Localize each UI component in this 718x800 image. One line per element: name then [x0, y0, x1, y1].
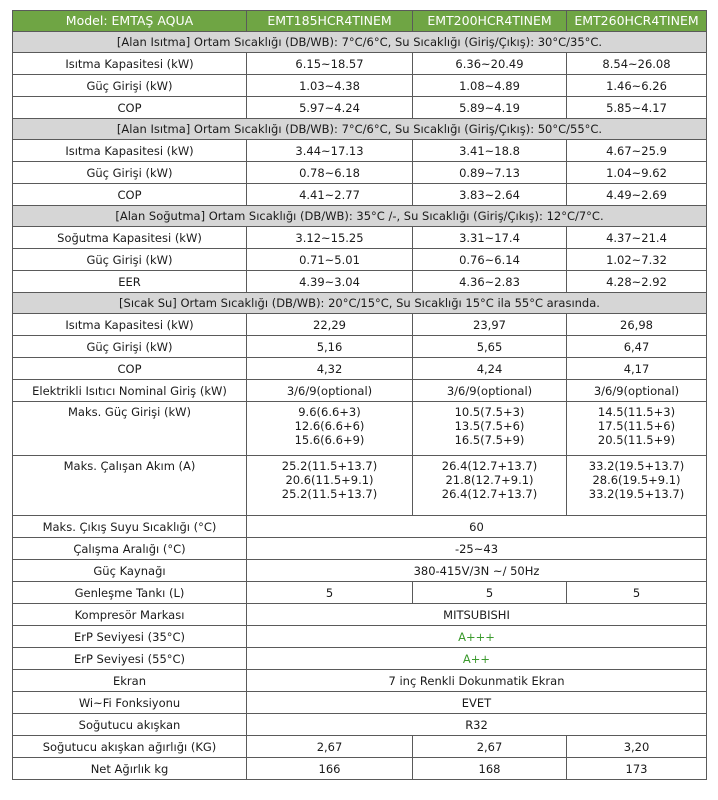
row-label: Güç Girişi (kW)	[13, 249, 247, 271]
section-row	[13, 293, 707, 314]
row-label: Net Ağırlık kg	[13, 758, 247, 780]
header-row	[13, 11, 707, 32]
cell: 380-415V/3N ~/ 50Hz	[247, 560, 707, 582]
table-row	[13, 648, 707, 670]
cell: 0.78~6.18	[247, 162, 413, 184]
row-label: Güç Girişi (kW)	[13, 75, 247, 97]
cell	[247, 456, 413, 516]
row-label: Soğutucu akışkan ağırlığı (KG)	[13, 736, 247, 758]
cell: 4.28~2.92	[567, 271, 707, 293]
row-label: Maks. Çıkış Suyu Sıcaklığı (°C)	[13, 516, 247, 538]
cell: -25~43	[247, 538, 707, 560]
cell: 3.31~17.4	[413, 227, 567, 249]
row-label: Kompresör Markası	[13, 604, 247, 626]
table-row	[13, 714, 707, 736]
cell: 4.39~3.04	[247, 271, 413, 293]
section-title: [Alan Isıtma] Ortam Sıcaklığı (DB/WB): 7°C/6°C, Su Sıcaklığı (Giriş/Çıkış): 30°C/35°C.	[13, 32, 707, 53]
cell: 5.85~4.17	[567, 97, 707, 119]
cell: 6.36~20.49	[413, 53, 567, 75]
table-row	[13, 456, 707, 516]
cell-line: 28.6(19.5+9.1)	[592, 473, 681, 487]
cell-line: 21.8(12.7+9.1)	[445, 473, 534, 487]
section-title: [Alan Soğutma] Ortam Sıcaklığı (DB/WB): 35°C /-, Su Sıcaklığı (Giriş/Çıkış): 12°C/7°C.	[13, 206, 707, 227]
cell-line: 16.5(7.5+9)	[454, 433, 525, 447]
cell: 8.54~26.08	[567, 53, 707, 75]
cell: 3.44~17.13	[247, 140, 413, 162]
cell: R32	[247, 714, 707, 736]
table-row	[13, 140, 707, 162]
table-row	[13, 227, 707, 249]
table-row	[13, 162, 707, 184]
cell-line: 13.5(7.5+6)	[454, 419, 525, 433]
row-label: Maks. Güç Girişi (kW)	[13, 402, 247, 456]
cell: 1.08~4.89	[413, 75, 567, 97]
row-label: Maks. Çalışan Akım (A)	[13, 456, 247, 516]
cell: 5,16	[247, 336, 413, 358]
cell-line: 12.6(6.6+6)	[294, 419, 365, 433]
model-1: EMT185HCR4TINEM	[247, 11, 413, 32]
cell: 4.37~21.4	[567, 227, 707, 249]
cell: 5,65	[413, 336, 567, 358]
cell: 0.76~6.14	[413, 249, 567, 271]
cell-line: 33.2(19.5+13.7)	[588, 459, 685, 473]
row-label: Isıtma Kapasitesi (kW)	[13, 314, 247, 336]
cell: 5	[247, 582, 413, 604]
cell: 173	[567, 758, 707, 780]
cell-line: 26.4(12.7+13.7)	[441, 459, 538, 473]
cell-line: 20.5(11.5+9)	[597, 433, 676, 447]
section-title: [Sıcak Su] Ortam Sıcaklığı (DB/WB): 20°C/15°C, Su Sıcaklığı 15°C ila 55°C arasında.	[13, 293, 707, 314]
table-row	[13, 758, 707, 780]
model-label: Model: EMTAŞ AQUA	[13, 11, 247, 32]
cell: 26,98	[567, 314, 707, 336]
cell: 3/6/9(optional)	[567, 380, 707, 402]
cell: 6.15~18.57	[247, 53, 413, 75]
model-3: EMT260HCR4TINEM	[567, 11, 707, 32]
table-row	[13, 271, 707, 293]
cell: 1.02~7.32	[567, 249, 707, 271]
cell: 23,97	[413, 314, 567, 336]
table-row	[13, 560, 707, 582]
cell-line: 15.6(6.6+9)	[294, 433, 365, 447]
row-label: Isıtma Kapasitesi (kW)	[13, 53, 247, 75]
cell-line: 14.5(11.5+3)	[597, 405, 676, 419]
cell: 1.04~9.62	[567, 162, 707, 184]
cell: EVET	[247, 692, 707, 714]
cell: 0.71~5.01	[247, 249, 413, 271]
section-row	[13, 32, 707, 53]
cell: 168	[413, 758, 567, 780]
cell	[413, 402, 567, 456]
cell: MITSUBISHI	[247, 604, 707, 626]
cell: 3.12~15.25	[247, 227, 413, 249]
row-label: COP	[13, 184, 247, 206]
row-label: Elektrikli Isıtıcı Nominal Giriş (kW)	[13, 380, 247, 402]
table-row	[13, 358, 707, 380]
cell: 5.89~4.19	[413, 97, 567, 119]
table-row	[13, 314, 707, 336]
row-label: ErP Seviyesi (35°C)	[13, 626, 247, 648]
table-row	[13, 402, 707, 456]
cell-line: 20.6(11.5+9.1)	[285, 473, 374, 487]
table-row	[13, 582, 707, 604]
section-title: [Alan Isıtma] Ortam Sıcaklığı (DB/WB): 7°C/6°C, Su Sıcaklığı (Giriş/Çıkış): 50°C/55°C.	[13, 119, 707, 140]
cell: 4.36~2.83	[413, 271, 567, 293]
cell-line: 33.2(19.5+13.7)	[588, 487, 685, 501]
erp-rating: A+++	[247, 626, 707, 648]
cell: 6,47	[567, 336, 707, 358]
row-label: Wi~Fi Fonksiyonu	[13, 692, 247, 714]
table-row	[13, 626, 707, 648]
cell-line: 26.4(12.7+13.7)	[441, 487, 538, 501]
cell	[567, 456, 707, 516]
cell: 5	[567, 582, 707, 604]
table-row	[13, 249, 707, 271]
row-label: Güç Girişi (kW)	[13, 162, 247, 184]
table-row	[13, 604, 707, 626]
cell: 0.89~7.13	[413, 162, 567, 184]
table-row	[13, 516, 707, 538]
cell	[413, 456, 567, 516]
cell: 3.83~2.64	[413, 184, 567, 206]
cell: 3.41~18.8	[413, 140, 567, 162]
cell: 4,24	[413, 358, 567, 380]
row-label: COP	[13, 97, 247, 119]
cell-line: 25.2(11.5+13.7)	[281, 487, 378, 501]
cell: 4.67~25.9	[567, 140, 707, 162]
table-row	[13, 692, 707, 714]
row-label: Isıtma Kapasitesi (kW)	[13, 140, 247, 162]
cell: 4.49~2.69	[567, 184, 707, 206]
row-label: Genleşme Tankı (L)	[13, 582, 247, 604]
table-row	[13, 538, 707, 560]
cell: 22,29	[247, 314, 413, 336]
cell-line: 9.6(6.6+3)	[298, 405, 361, 419]
row-label: Soğutucu akışkan	[13, 714, 247, 736]
cell-line: 25.2(11.5+13.7)	[281, 459, 378, 473]
row-label: Soğutma Kapasitesi (kW)	[13, 227, 247, 249]
row-label: COP	[13, 358, 247, 380]
row-label: EER	[13, 271, 247, 293]
table-row	[13, 75, 707, 97]
cell: 5.97~4.24	[247, 97, 413, 119]
row-label: Çalışma Aralığı (°C)	[13, 538, 247, 560]
table-row	[13, 736, 707, 758]
model-2: EMT200HCR4TINEM	[413, 11, 567, 32]
cell: 1.46~6.26	[567, 75, 707, 97]
cell: 7 inç Renkli Dokunmatik Ekran	[247, 670, 707, 692]
row-label: Güç Kaynağı	[13, 560, 247, 582]
cell: 166	[247, 758, 413, 780]
row-label: Ekran	[13, 670, 247, 692]
cell: 3,20	[567, 736, 707, 758]
table-row	[13, 97, 707, 119]
cell-line: 17.5(11.5+6)	[597, 419, 676, 433]
cell: 60	[247, 516, 707, 538]
cell: 4,32	[247, 358, 413, 380]
table-row	[13, 53, 707, 75]
cell	[247, 402, 413, 456]
cell: 1.03~4.38	[247, 75, 413, 97]
erp-rating: A++	[247, 648, 707, 670]
cell: 4,17	[567, 358, 707, 380]
table-row	[13, 184, 707, 206]
cell	[567, 402, 707, 456]
cell: 3/6/9(optional)	[247, 380, 413, 402]
cell: 2,67	[413, 736, 567, 758]
section-row	[13, 206, 707, 227]
cell: 4.41~2.77	[247, 184, 413, 206]
table-row	[13, 670, 707, 692]
table-row	[13, 336, 707, 358]
spec-table	[12, 10, 707, 780]
cell: 5	[413, 582, 567, 604]
row-label: ErP Seviyesi (55°C)	[13, 648, 247, 670]
section-row	[13, 119, 707, 140]
cell: 2,67	[247, 736, 413, 758]
cell: 3/6/9(optional)	[413, 380, 567, 402]
table-row	[13, 380, 707, 402]
row-label: Güç Girişi (kW)	[13, 336, 247, 358]
cell-line: 10.5(7.5+3)	[454, 405, 525, 419]
